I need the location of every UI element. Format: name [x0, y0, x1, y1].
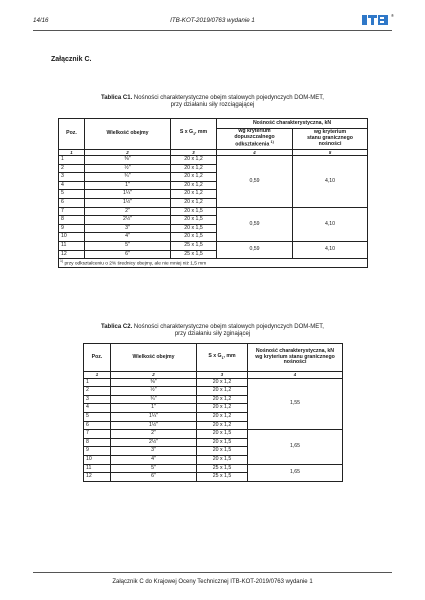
table-row: 9 3" 20 x 1,5	[59, 224, 368, 233]
table-row: 10 4" 20 x 1,5	[84, 455, 343, 464]
table-row: 12 6" 25 x 1,5	[59, 250, 368, 259]
table-row: 8 2½" 20 x 1,5	[84, 438, 343, 447]
table-row: 2 ½" 20 x 1,2	[59, 164, 368, 173]
header-rule	[33, 30, 392, 31]
annex-title: Załącznik C.	[51, 56, 92, 63]
document-reference: ITB-KOT-2019/0763 wydanie 1	[170, 17, 255, 24]
col-group-header: Nośność charakterystyczna, kN	[217, 119, 368, 129]
group-value-deformation: 0,59	[217, 156, 293, 208]
table-row: 4 1" 20 x 1,2	[59, 181, 368, 190]
table-row: 7 2" 20 x 1,5 1,65	[84, 430, 343, 439]
col-header-sxg: S x $G_1$, mm	[171, 119, 217, 150]
group-value-limit-state: 4,10	[293, 156, 368, 208]
table-c2-caption-line2: przy działaniu siły zginającej	[174, 331, 251, 338]
table-row: 9 3" 20 x 1,5	[84, 447, 343, 456]
table-c2	[83, 343, 343, 482]
group-value-limit-state: 4,10	[293, 242, 368, 259]
table-c2-caption-line1: Nośności charakterystyczne obejm stalowych pojedynczych DOM-MET,	[133, 324, 324, 330]
group-value-deformation: 0,59	[217, 207, 293, 241]
group-value-deformation: 0,59	[217, 242, 293, 259]
table-row: 3 ¾" 20 x 1,2	[59, 173, 368, 182]
col-header-capacity: Nośność charakterystyczna, kN wg kryterium stanu granicznego nośności	[248, 344, 343, 372]
col-header-poz: Poz.	[59, 119, 85, 150]
group-value-limit-state: 4,10	[293, 207, 368, 241]
table-row: 11 5" 25 x 1,5 1,65	[84, 464, 343, 473]
col-header-poz: Poz.	[84, 344, 111, 372]
table-row: 12 6" 25 x 1,5	[84, 473, 343, 482]
table-c1	[58, 118, 368, 268]
itb-logo-icon	[362, 13, 394, 26]
page-number: 14/16	[33, 17, 49, 24]
table-row: 7 2" 20 x 1,5 0,59 4,10	[59, 207, 368, 216]
table-row: 10 4" 20 x 1,5	[59, 233, 368, 242]
table-row: 4 1" 20 x 1,2	[84, 404, 343, 413]
table-row: 11 5" 25 x 1,5 0,59 4,10	[59, 242, 368, 251]
page-header	[33, 14, 392, 28]
group-value-capacity: 1,55	[248, 378, 343, 430]
group-value-capacity: 1,65	[248, 430, 343, 464]
col-header-crit-limit-state: wg kryterium stanu granicznego nośności	[293, 129, 368, 150]
table-row: 5 1¼" 20 x 1,2	[59, 190, 368, 199]
table-c1-label: Tablica C1.	[101, 95, 133, 101]
table-row: 1 ⅜" 20 x 1,2 1,55	[84, 378, 343, 387]
table-row: 6 1½" 20 x 1,2	[84, 421, 343, 430]
table-row: 3 ¾" 20 x 1,2	[84, 395, 343, 404]
table-c2-label: Tablica C2.	[101, 324, 133, 330]
table-row: 6 1½" 20 x 1,2	[59, 199, 368, 208]
table-row: 8 2½" 20 x 1,5	[59, 216, 368, 225]
registered-mark: ®	[391, 13, 394, 18]
footnote-row	[59, 259, 368, 268]
col-header-size: Wielkość obejmy	[85, 119, 171, 150]
page-footer: Załącznik C do Krajowej Oceny Technicznej ITB-KOT-2019/0763 wydanie 1	[112, 579, 313, 585]
column-number-row: 1 2 3 4 5	[59, 149, 368, 156]
table-c1-caption-line1: Nośności charakterystyczne obejm stalowych pojedynczych DOM-MET,	[133, 95, 324, 101]
table-c1-footnote: $^{1)}$ przy odkształceniu o 2% średnicy obejmy, ale nie mniej niż 1,5 mm	[59, 259, 368, 268]
footer-rule	[33, 572, 392, 573]
table-row: 1 ⅜" 20 x 1,2 0,59 4,10	[59, 156, 368, 165]
table-c2-caption	[40, 324, 385, 338]
table-row: 5 1¼" 20 x 1,2	[84, 412, 343, 421]
col-header-sxg: S x $G_1$, mm	[197, 344, 248, 372]
table-c1-caption-line2: przy działaniu siły rozciągającej	[170, 102, 255, 109]
col-header-crit-deformation: wg kryterium dopuszczalnego odkształcenia $^{1)}$	[217, 129, 293, 150]
table-row: 2 ½" 20 x 1,2	[84, 387, 343, 396]
column-number-row: 1 2 3 4	[84, 372, 343, 379]
col-header-size: Wielkość obejmy	[111, 344, 197, 372]
table-c1-caption	[40, 95, 385, 109]
group-value-capacity: 1,65	[248, 464, 343, 481]
